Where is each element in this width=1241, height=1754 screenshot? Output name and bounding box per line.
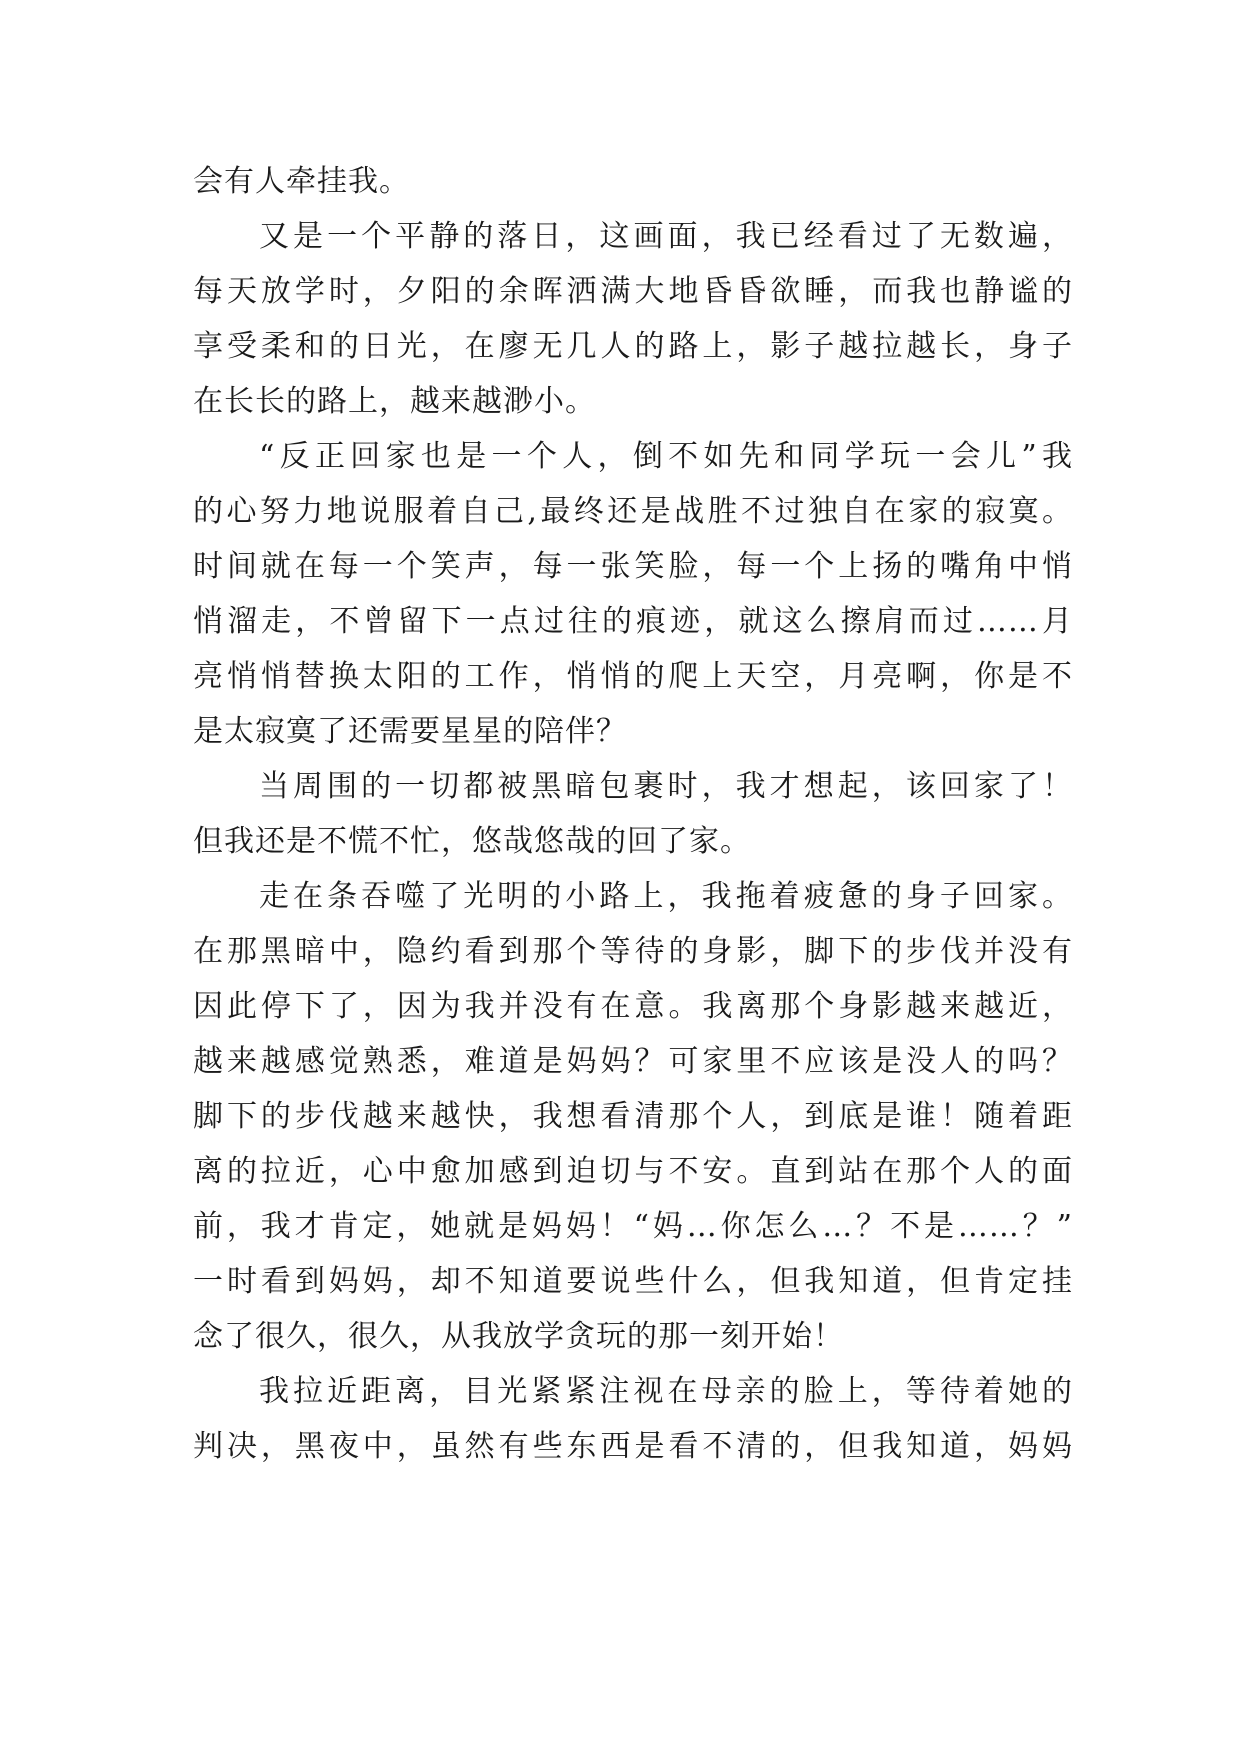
text-line: 判决，黑夜中，虽然有些东西是看不清的，但我知道，妈妈 xyxy=(193,1429,1073,1464)
text-line: 享受柔和的日光，在廖无几人的路上，影子越拉越长，身子 xyxy=(193,329,1073,364)
text-line: 时间就在每一个笑声，每一张笑脸，每一个上扬的嘴角中悄 xyxy=(193,549,1073,584)
text-line: 离的拉近，心中愈加感到迫切与不安。直到站在那个人的面 xyxy=(193,1154,1073,1189)
text-line: 脚下的步伐越来越快，我想看清那个人，到底是谁！随着距 xyxy=(193,1099,1073,1134)
text-line: 在那黑暗中，隐约看到那个等待的身影，脚下的步伐并没有 xyxy=(193,934,1073,969)
paragraph-first-line: 又是一个平静的落日，这画面，我已经看过了无数遍， xyxy=(259,219,1073,254)
paragraph-first-line: 走在条吞噬了光明的小路上，我拖着疲惫的身子回家。 xyxy=(259,879,1073,914)
text-line: 的心努力地说服着自己,最终还是战胜不过独自在家的寂寞。 xyxy=(193,494,1073,529)
text-line: 在长长的路上，越来越渺小。 xyxy=(193,384,596,419)
text-line: 因此停下了，因为我并没有在意。我离那个身影越来越近， xyxy=(193,989,1073,1024)
paragraph-first-line: “反正回家也是一个人，倒不如先和同学玩一会儿”我 xyxy=(259,439,1073,474)
paragraph-first-line: 当周围的一切都被黑暗包裹时，我才想起，该回家了！ xyxy=(259,769,1073,804)
text-line: 但我还是不慌不忙，悠哉悠哉的回了家。 xyxy=(193,824,751,859)
body-text xyxy=(193,154,1073,1474)
text-line: 悄溜走，不曾留下一点过往的痕迹，就这么擦肩而过……月 xyxy=(193,604,1073,639)
text-line: 会有人牵挂我。 xyxy=(193,164,410,199)
text-line: 是太寂寞了还需要星星的陪伴？ xyxy=(193,714,627,749)
text-line: 亮悄悄替换太阳的工作，悄悄的爬上天空，月亮啊，你是不 xyxy=(193,659,1073,694)
paragraph-first-line: 我拉近距离，目光紧紧注视在母亲的脸上，等待着她的 xyxy=(259,1374,1073,1409)
text-line: 念了很久，很久，从我放学贪玩的那一刻开始！ xyxy=(193,1319,844,1354)
text-line: 每天放学时，夕阳的余晖洒满大地昏昏欲睡，而我也静谧的 xyxy=(193,274,1073,309)
text-line: 一时看到妈妈，却不知道要说些什么，但我知道，但肯定挂 xyxy=(193,1264,1073,1299)
text-line: 越来越感觉熟悉，难道是妈妈？可家里不应该是没人的吗？ xyxy=(193,1044,1073,1079)
text-line: 前，我才肯定，她就是妈妈！“妈…你怎么…？不是……？” xyxy=(193,1209,1073,1244)
